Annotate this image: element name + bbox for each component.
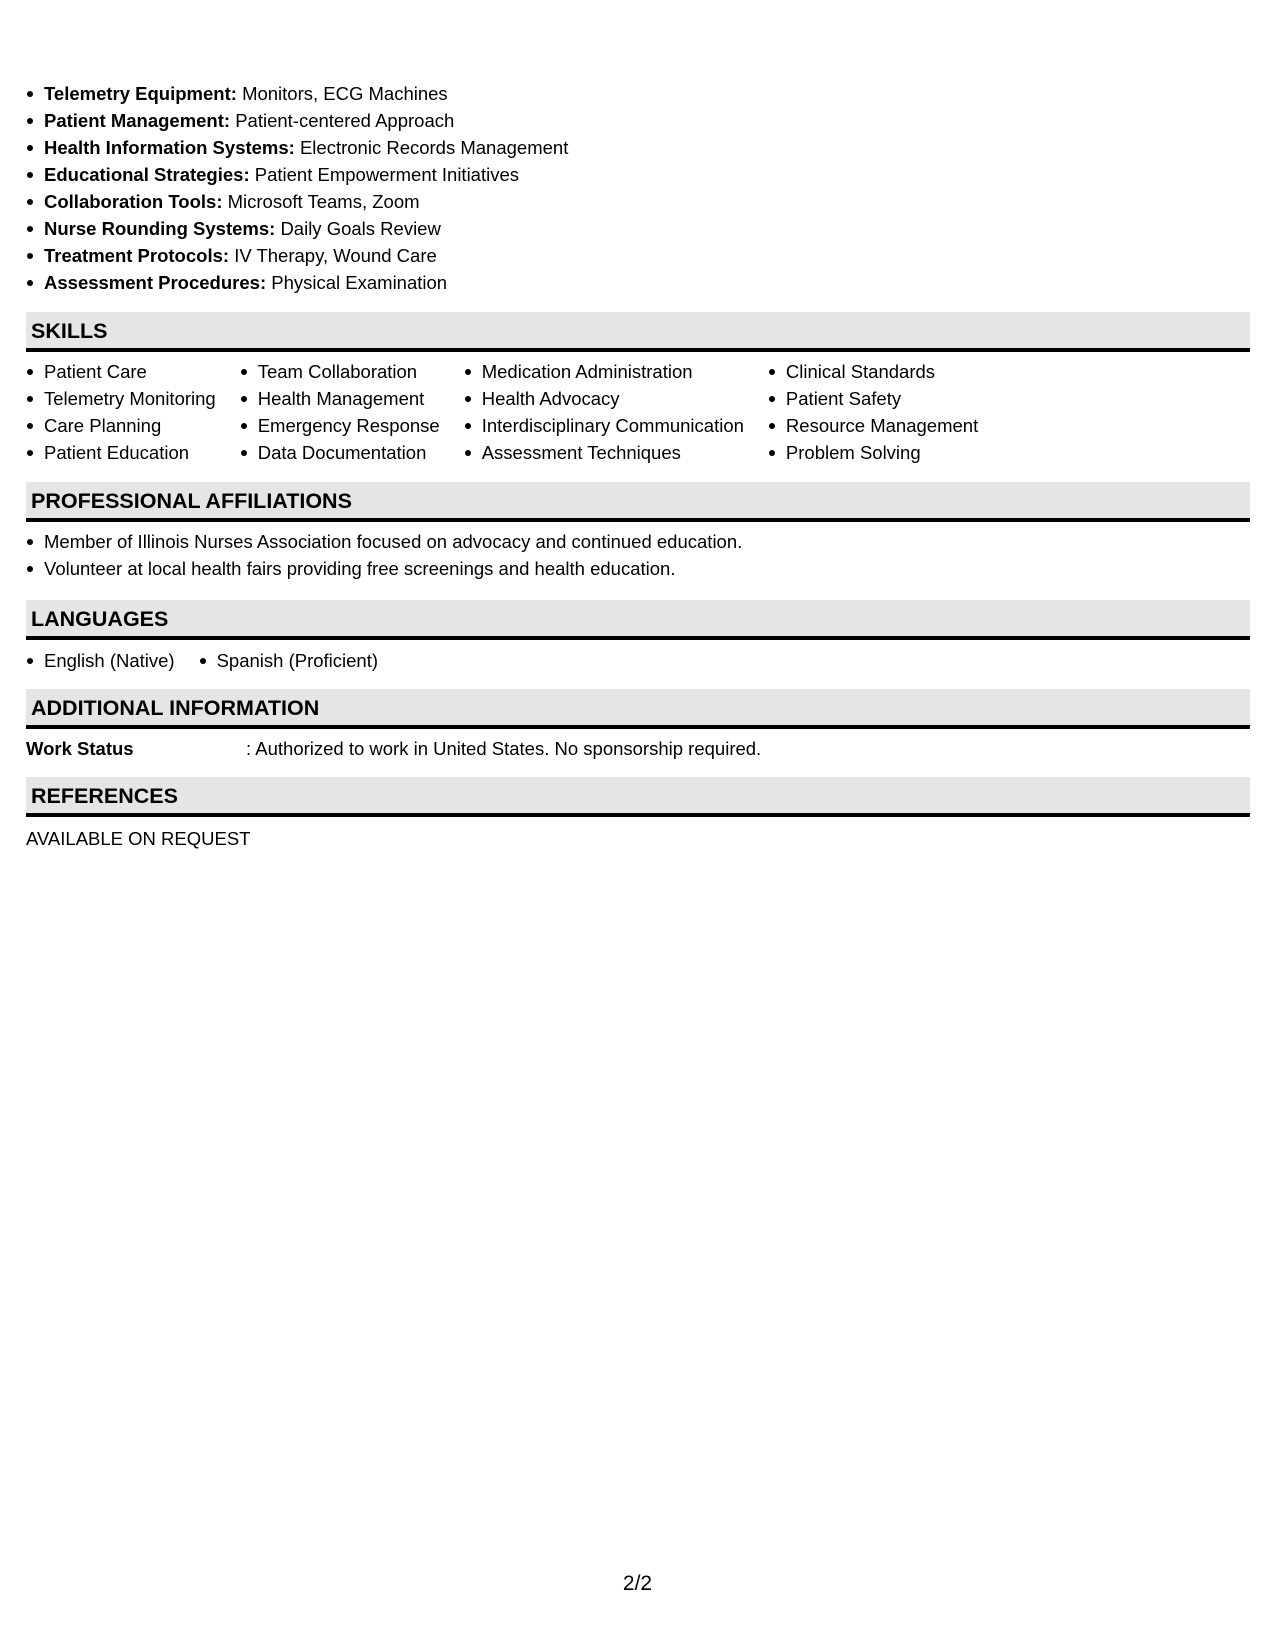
- resume-content: [26, 80, 1250, 852]
- list-item: [26, 188, 1250, 215]
- skill-item: Patient Education: [26, 439, 216, 466]
- skill-item: Interdisciplinary Communication: [464, 412, 744, 439]
- item-label: Nurse Rounding Systems:: [44, 218, 276, 239]
- skills-header: SKILLS: [26, 312, 1250, 352]
- list-item: [26, 80, 1250, 107]
- skills-grid: [26, 358, 1250, 466]
- item-label: Telemetry Equipment:: [44, 83, 237, 104]
- item-value: Microsoft Teams, Zoom: [227, 191, 420, 212]
- skill-item: Patient Safety: [768, 385, 978, 412]
- item-value: Patient-centered Approach: [235, 110, 455, 131]
- affiliations-list: [26, 528, 1250, 582]
- list-item: [26, 134, 1250, 161]
- skill-item: Emergency Response: [240, 412, 440, 439]
- skills-column: [240, 358, 440, 466]
- languages-header: LANGUAGES: [26, 600, 1250, 640]
- skill-item: Assessment Techniques: [464, 439, 744, 466]
- skill-item: Health Advocacy: [464, 385, 744, 412]
- work-status-label: Work Status: [26, 738, 134, 759]
- affiliation-item: Volunteer at local health fairs providing free screenings and health education.: [26, 555, 1250, 582]
- item-label: Patient Management:: [44, 110, 231, 131]
- skill-item: Care Planning: [26, 412, 216, 439]
- skill-item: Health Management: [240, 385, 440, 412]
- item-label: Assessment Procedures:: [44, 272, 267, 293]
- item-value: Physical Examination: [271, 272, 448, 293]
- list-item: [26, 269, 1250, 296]
- skill-item: Data Documentation: [240, 439, 440, 466]
- item-value: Electronic Records Management: [299, 137, 569, 158]
- item-value: IV Therapy, Wound Care: [234, 245, 437, 266]
- skills-column: [26, 358, 216, 466]
- item-value: Patient Empowerment Initiatives: [254, 164, 520, 185]
- skill-item: Telemetry Monitoring: [26, 385, 216, 412]
- list-item: [26, 161, 1250, 188]
- page-number: 2/2: [622, 1572, 653, 1595]
- work-status-row: [26, 735, 1250, 762]
- technical-list: [26, 80, 1250, 296]
- language-item: Spanish (Proficient): [199, 647, 378, 674]
- language-item: English (Native): [26, 647, 175, 674]
- list-item: [26, 215, 1250, 242]
- languages-list: [26, 647, 1250, 674]
- affiliations-header: PROFESSIONAL AFFILIATIONS: [26, 482, 1250, 522]
- skill-item: Problem Solving: [768, 439, 978, 466]
- item-label: Educational Strategies:: [44, 164, 250, 185]
- list-item: [26, 242, 1250, 269]
- list-item: [26, 107, 1250, 134]
- skill-item: Team Collaboration: [240, 358, 440, 385]
- item-value: Monitors, ECG Machines: [242, 83, 448, 104]
- references-header: REFERENCES: [26, 777, 1250, 817]
- skill-item: Medication Administration: [464, 358, 744, 385]
- item-label: Health Information Systems:: [44, 137, 295, 158]
- item-label: Treatment Protocols:: [44, 245, 230, 266]
- work-status-value: : Authorized to work in United States. No sponsorship required.: [246, 738, 762, 759]
- skill-item: Resource Management: [768, 412, 978, 439]
- additional-info-header: ADDITIONAL INFORMATION: [26, 689, 1250, 729]
- skills-column: [464, 358, 744, 466]
- affiliation-item: Member of Illinois Nurses Association focused on advocacy and continued education.: [26, 528, 1250, 555]
- item-label: Collaboration Tools:: [44, 191, 223, 212]
- skill-item: Clinical Standards: [768, 358, 978, 385]
- item-value: Daily Goals Review: [280, 218, 441, 239]
- skills-column: [768, 358, 978, 466]
- skill-item: Patient Care: [26, 358, 216, 385]
- references-text: AVAILABLE ON REQUEST: [26, 828, 251, 849]
